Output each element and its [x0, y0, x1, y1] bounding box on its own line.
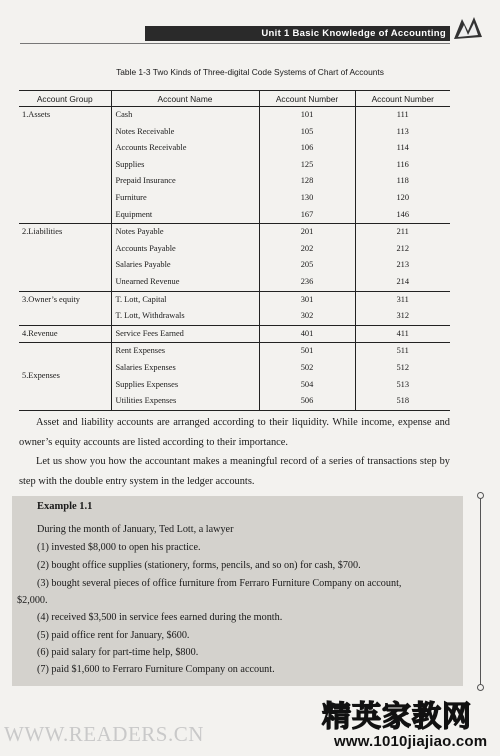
account-group-cell: 3.Owner’s equity [19, 291, 111, 325]
account-number-alt-cell: 411 [355, 325, 450, 343]
column-header: Account Name [111, 91, 259, 107]
watermark-logo-text: 精英家教网 [322, 699, 473, 733]
account-number-alt-cell: 312 [396, 311, 410, 321]
account-name-cell: Supplies Expenses [111, 377, 259, 394]
account-name-cell: Utilities Expenses [111, 393, 259, 410]
example-intro: During the month of January, Ted Lott, a lawyer [37, 524, 234, 535]
column-header: Account Number [259, 91, 355, 107]
account-name-cell: Equipment [111, 207, 259, 224]
account-number-cell: 128 [259, 173, 355, 190]
example-item: (6) paid salary for part-time help, $800. [37, 647, 199, 658]
example-item: (1) invested $8,000 to open his practice. [37, 542, 201, 553]
account-number-alt-cell: 212 [396, 243, 410, 253]
example-item: (4) received $3,500 in service fees earned during the month. [37, 612, 283, 623]
account-number-alt-cell: 114 [396, 143, 409, 153]
account-number-cell: 101 [259, 107, 355, 124]
account-number-alt-cell: 518 [355, 393, 450, 410]
account-name-cell: Prepaid Insurance [111, 173, 259, 190]
account-number-alt-cell: 211 [355, 224, 450, 241]
paragraph-double-entry: Let us show you how the accountant makes a meaningful record of a series of transactions step by step with the double entry system in the ledger accounts. [19, 456, 450, 487]
account-number-alt-cell: 111 [396, 110, 409, 119]
account-name-cell: T. Lott, Withdrawals [111, 308, 259, 325]
column-header: Account Number [355, 91, 450, 107]
account-number-cell: 125 [259, 157, 355, 174]
chart-of-accounts-table [19, 90, 450, 411]
book-logo-icon [452, 13, 486, 43]
account-group-cell: 4.Revenue [19, 325, 111, 343]
unit-header: Unit 1 Basic Knowledge of Accounting [145, 26, 450, 41]
example-item: (7) paid $1,600 to Ferraro Furniture Company on account. [37, 664, 275, 675]
account-number-alt-cell: 116 [396, 159, 409, 169]
example-item: (3) bought several pieces of office furniture from Ferraro Furniture Company on account, [37, 578, 402, 589]
account-name-cell: Cash [111, 107, 259, 124]
account-group-cell: 2.Liabilities [19, 224, 111, 291]
account-number-cell: 105 [259, 124, 355, 141]
account-name-cell: Unearned Revenue [111, 274, 259, 291]
example-item: (5) paid office rent for January, $600. [37, 630, 190, 641]
column-header: Account Group [19, 91, 111, 107]
account-number-cell: 506 [259, 393, 355, 410]
account-name-cell: Supplies [111, 157, 259, 174]
account-name-cell: Accounts Payable [111, 241, 259, 258]
account-number-alt-cell: 311 [355, 291, 450, 308]
account-number-cell: 236 [259, 274, 355, 291]
account-name-cell: Salaries Payable [111, 257, 259, 274]
account-number-alt-cell: 513 [396, 379, 410, 389]
account-name-cell: T. Lott, Capital [111, 291, 259, 308]
account-number-alt-cell: 512 [396, 362, 410, 372]
account-number-alt-cell: 213 [396, 260, 410, 270]
account-name-cell: Service Fees Earned [111, 325, 259, 343]
account-number-cell: 301 [259, 291, 355, 308]
account-number-alt-cell: 113 [396, 126, 409, 136]
account-name-cell: Accounts Receivable [111, 140, 259, 157]
account-group-cell: 1.Assets [19, 107, 111, 224]
table-caption: Table 1-3 Two Kinds of Three-digital Code Systems of Chart of Accounts [116, 67, 384, 77]
account-number-alt-cell: 120 [396, 192, 410, 202]
account-name-cell: Notes Receivable [111, 124, 259, 141]
table-header-row [19, 91, 450, 107]
example-item: $2,000. [17, 595, 48, 606]
account-name-cell: Salaries Expenses [111, 360, 259, 377]
account-number-alt-cell: 118 [396, 176, 409, 186]
table-row [19, 325, 450, 343]
paragraph-liquidity: Asset and liability accounts are arranged according to their liquidity. While income, expense and owner’s equity accounts are listed according to their importance. [19, 417, 450, 448]
account-number-cell: 501 [259, 343, 355, 360]
account-number-alt-cell: 214 [396, 276, 410, 286]
table-row [19, 224, 450, 241]
account-number-cell: 202 [259, 241, 355, 258]
account-number-alt-cell: 511 [355, 343, 450, 360]
account-number-cell: 504 [259, 377, 355, 394]
margin-dot-icon [477, 684, 484, 691]
account-name-cell: Rent Expenses [111, 343, 259, 360]
account-group-cell: 5.Expenses [19, 343, 111, 410]
account-number-cell: 130 [259, 190, 355, 207]
margin-rule [480, 497, 481, 687]
watermark-left: WWW.READERS.CN [4, 722, 204, 746]
account-name-cell: Furniture [111, 190, 259, 207]
account-number-cell: 106 [259, 140, 355, 157]
account-number-alt-cell: 146 [396, 209, 410, 219]
account-number-cell: 401 [259, 325, 355, 343]
table-row [19, 107, 450, 124]
account-number-cell: 302 [259, 308, 355, 325]
example-item: (2) bought office supplies (stationery, forms, pencils, and so on) for cash, $700. [37, 560, 361, 571]
account-number-cell: 205 [259, 257, 355, 274]
table-row [19, 343, 450, 360]
watermark-url: www.1010jiajiao.com [334, 733, 488, 750]
account-number-cell: 201 [259, 224, 355, 241]
account-number-cell: 167 [259, 207, 355, 224]
table-row [19, 291, 450, 308]
example-title: Example 1.1 [37, 501, 93, 512]
header-rule [20, 43, 450, 44]
margin-dot-icon [477, 492, 484, 499]
account-name-cell: Notes Payable [111, 224, 259, 241]
account-number-cell: 502 [259, 360, 355, 377]
